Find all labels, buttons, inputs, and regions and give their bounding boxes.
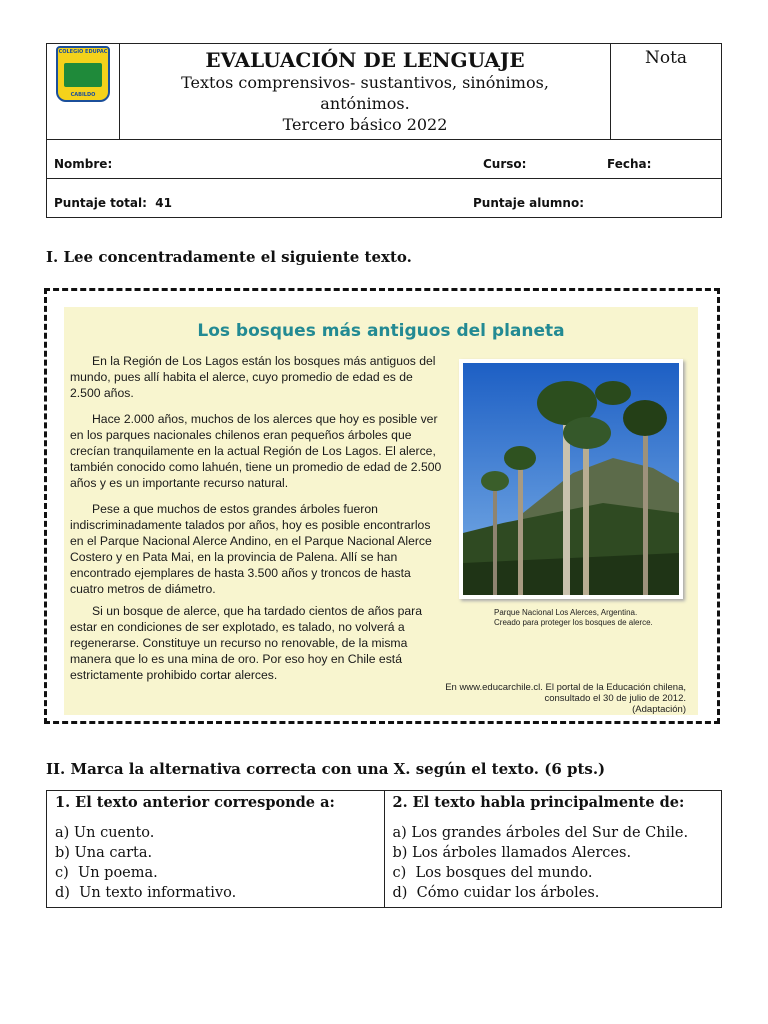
subtitle-line-2: antónimos.: [320, 94, 410, 113]
title-cell: [120, 44, 611, 140]
subtitle-line-1: Textos comprensivos- sustantivos, sinónimos,: [181, 73, 549, 92]
question-2-option-b[interactable]: b) Los árboles llamados Alerces.: [392, 845, 632, 861]
fecha-label: Fecha:: [607, 157, 652, 171]
question-2-option-c[interactable]: c) Los bosques del mundo.: [392, 865, 593, 881]
nombre-label: Nombre:: [54, 157, 113, 171]
logo-emblem: [64, 63, 102, 87]
nota-cell: [611, 44, 722, 140]
section-1-instruction: I. Lee concentradamente el siguiente texto.: [46, 248, 412, 266]
paragraph-3: Pese a que muchos de estos grandes árboles fueron indiscriminadamente talados por años, hoy es posible encontrarlos en el Parque Nacional Alerce Andino, en el Parque Nacional Alerce Costero y en Pata Mai, en la provincia de Palena. Allí se han encontrado ejemplares de hasta 3.500 años y troncos de hasta cuatro metros de diámetro.: [70, 502, 432, 596]
question-2-option-d[interactable]: d) Cómo cuidar los árboles.: [392, 885, 600, 901]
section-2-instruction: II. Marca la alternativa correcta con una X. según el texto. (6 pts.): [46, 760, 606, 778]
alerce-forest-image: [463, 363, 679, 595]
page-title: EVALUACIÓN DE LENGUAJE: [205, 48, 525, 72]
puntaje-alumno-label: Puntaje alumno:: [473, 196, 584, 210]
question-2-title: 2. El texto habla principalmente de:: [392, 794, 685, 811]
logo-top-text: COLEGIO EDUPAC: [58, 49, 108, 55]
question-1-option-d[interactable]: d) Un texto informativo.: [55, 885, 237, 901]
source-line-2: consultado el 30 de julio de 2012.: [544, 693, 686, 704]
source-line-3: (Adaptación): [632, 704, 686, 715]
paragraph-4: Si un bosque de alerce, que ha tardado cientos de años para estar en condiciones de ser explotado, es talado, no volverá a regenerarse. Constituye un recurso no renovable, de la misma manera que lo es una mina de oro. Por eso hoy en Chile está estrictamente prohibido cortar alerces.: [70, 604, 422, 682]
header-table: [46, 43, 722, 218]
question-2-option-a[interactable]: a) Los grandes árboles del Sur de Chile.: [392, 825, 689, 841]
puntaje-total-label: Puntaje total: 41: [54, 196, 172, 210]
paragraph-1: En la Región de Los Lagos están los bosques más antiguos del mundo, pues allí habita el alerce, cuyo promedio de edad es de 2.500 años.: [70, 354, 436, 400]
logo-bottom-text: CABILDO: [70, 92, 96, 98]
forest-photo: [459, 359, 683, 599]
reading-box: [64, 307, 698, 715]
school-logo: [56, 46, 110, 102]
question-1-title: 1. El texto anterior corresponde a:: [55, 794, 335, 811]
photo-caption: Parque Nacional Los Alerces, Argentina. Creado para proteger los bosques de alerce.: [494, 608, 653, 627]
nota-label: Nota: [644, 48, 688, 68]
source-line-1: En www.educarchile.cl. El portal de la Educación chilena,: [445, 682, 686, 693]
question-1-option-c[interactable]: c) Un poema.: [55, 865, 158, 881]
paragraph-2: Hace 2.000 años, muchos de los alerces que hoy es posible ver en los parques nacionales chilenos eran pequeños árboles que crecían tranquilamente en la actual Región de Los Lagos. El alerce, también conocido como lahuén, tiene un promedio de edad de 2.500 años y es un importante recurso natural.: [70, 412, 442, 490]
question-1-option-b[interactable]: b) Una carta.: [55, 845, 153, 861]
question-1: [47, 791, 385, 908]
grade-line: Tercero básico 2022: [282, 115, 448, 134]
source-citation: [445, 682, 686, 715]
questions-table: [46, 790, 722, 908]
curso-label: Curso:: [483, 157, 527, 171]
question-1-option-a[interactable]: a) Un cuento.: [55, 825, 155, 841]
question-2: [384, 791, 722, 908]
logo-cell: [47, 44, 120, 140]
reading-title: Los bosques más antiguos del planeta: [197, 321, 565, 341]
